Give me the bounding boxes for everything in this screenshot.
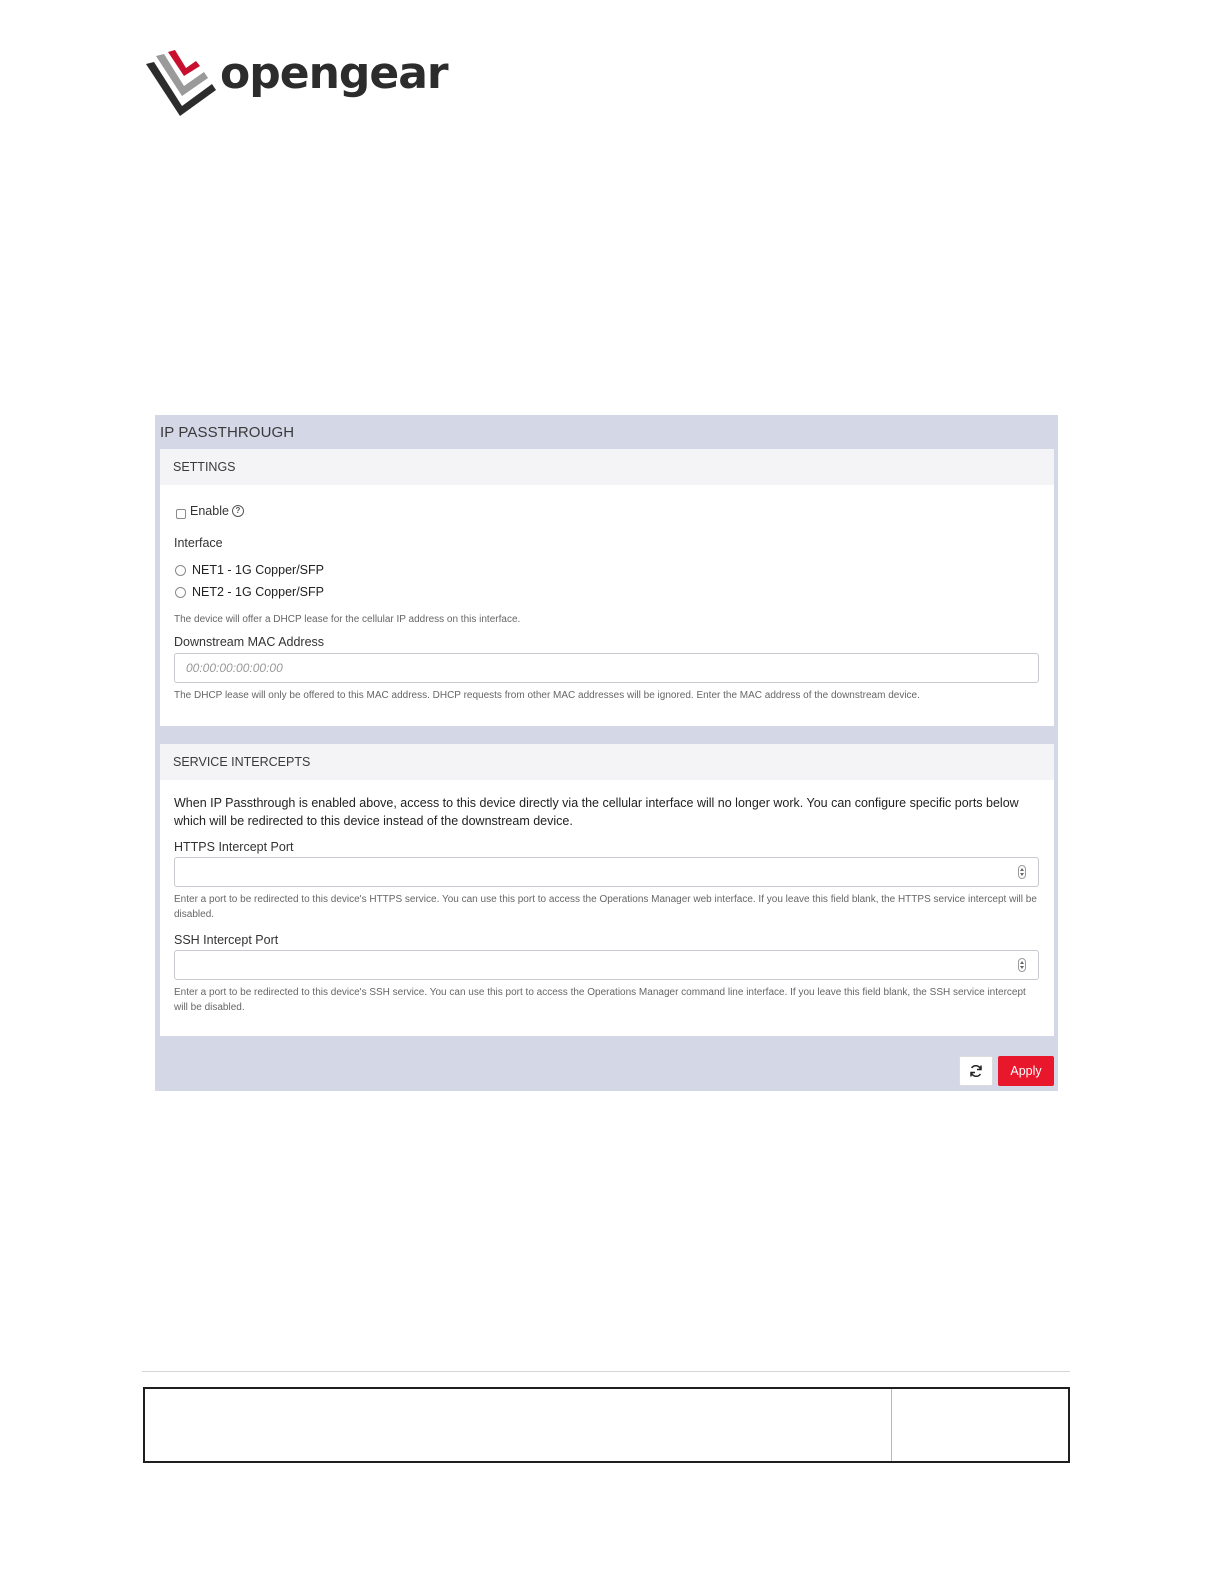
https-port-spinner-icon[interactable]: [1018, 865, 1026, 879]
ssh-port-label: SSH Intercept Port: [174, 933, 279, 947]
https-port-input[interactable]: [174, 857, 1039, 887]
question-circle-icon[interactable]: ?: [232, 505, 244, 517]
opengear-logo: [142, 46, 448, 122]
footer-divider-line: [142, 1371, 1070, 1372]
settings-header: SETTINGS: [160, 449, 1054, 485]
service-intercepts-card: [160, 744, 1054, 1036]
footer-box-divider: [891, 1389, 892, 1461]
mac-address-help-text: The DHCP lease will only be offered to this MAC address. DHCP requests from other MAC addresses will be ignored. Enter the MAC address of the downstream device.: [174, 690, 920, 701]
opengear-logo-mark-icon: [142, 46, 218, 122]
interface-help-text: The device will offer a DHCP lease for the cellular IP address on this interface.: [174, 614, 521, 625]
ssh-port-help-text: Enter a port to be redirected to this device's SSH service. You can use this port to access the Operations Manager command line interface. If you leave this field blank, the SSH service intercept will be disabled.: [174, 987, 1026, 1013]
ssh-port-input[interactable]: [174, 950, 1039, 980]
net2-label[interactable]: NET2 - 1G Copper/SFP: [192, 585, 324, 599]
enable-label[interactable]: Enable: [190, 504, 229, 518]
service-intercepts-description: When IP Passthrough is enabled above, access to this device directly via the cellular interface will no longer work. You can configure specific ports below which will be redirected to this device instead of the downstream device.: [174, 796, 1019, 828]
apply-button[interactable]: Apply: [998, 1056, 1054, 1086]
settings-card: [160, 449, 1054, 726]
net1-label[interactable]: NET1 - 1G Copper/SFP: [192, 563, 324, 577]
footer-box: [143, 1387, 1070, 1463]
https-port-label: HTTPS Intercept Port: [174, 840, 294, 854]
ip-passthrough-panel: [155, 415, 1058, 1091]
mac-address-label: Downstream MAC Address: [174, 635, 325, 649]
net1-radio[interactable]: [175, 565, 186, 576]
interface-label: Interface: [174, 536, 223, 550]
enable-checkbox[interactable]: [176, 509, 186, 519]
https-port-help-text: Enter a port to be redirected to this device's HTTPS service. You can use this port to access the Operations Manager web interface. If you leave this field blank, the HTTPS service intercept will be disabled.: [174, 894, 1037, 920]
net2-radio[interactable]: [175, 587, 186, 598]
ssh-port-spinner-icon[interactable]: [1018, 958, 1026, 972]
refresh-icon: [969, 1064, 983, 1078]
refresh-button[interactable]: [959, 1056, 993, 1086]
panel-title: IP PASSTHROUGH: [160, 424, 295, 441]
opengear-wordmark: opengear: [220, 48, 448, 99]
service-intercepts-header: SERVICE INTERCEPTS: [160, 744, 1054, 780]
mac-address-input[interactable]: 00:00:00:00:00:00: [174, 653, 1039, 683]
